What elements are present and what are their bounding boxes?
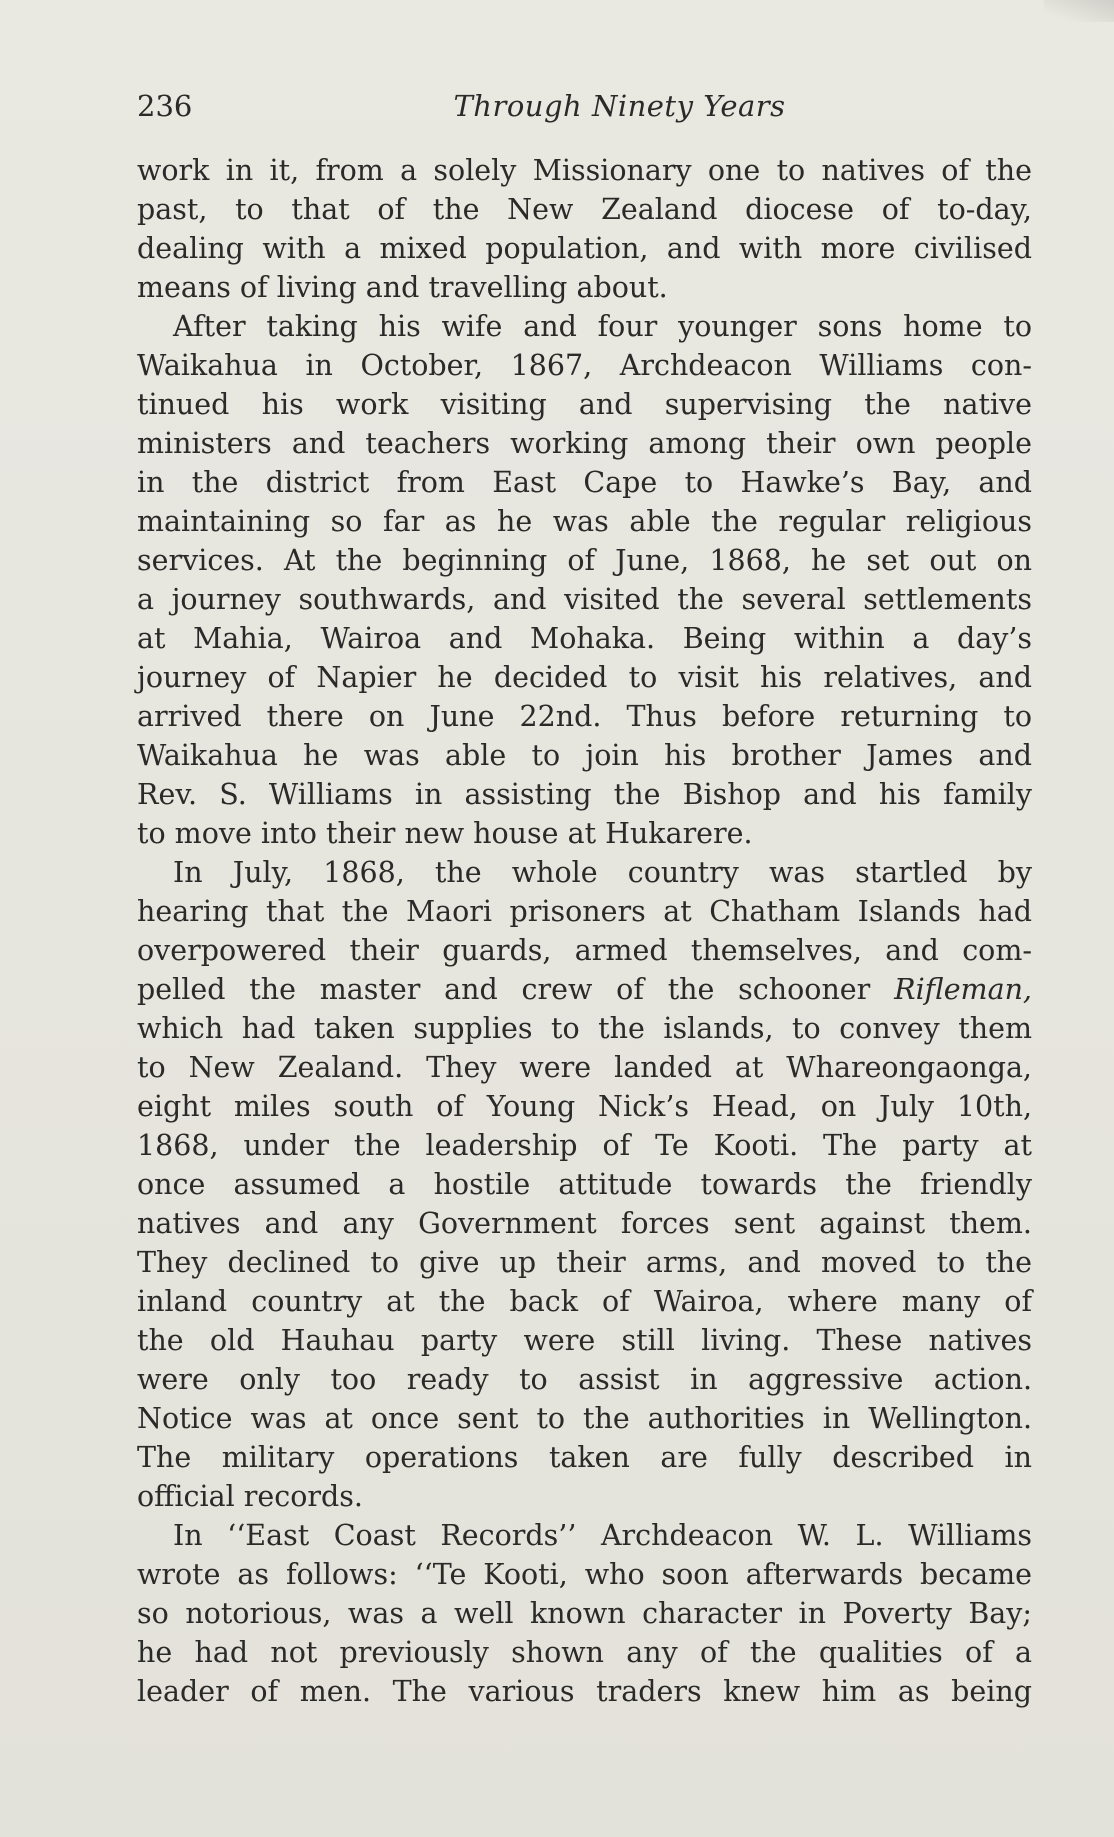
text-line: which had taken supplies to the islands, to convey them [137,1012,1032,1045]
text-line: Notice was at once sent to the authorities in Wellington. [137,1402,1032,1435]
text-line: he had not previously shown any of the qualities of a [137,1636,1032,1669]
text-line: Rev. S. Williams in assisting the Bishop and his family [137,778,1032,811]
text-line: once assumed a hostile attitude towards the friendly [137,1168,1032,1201]
text-line: tinued his work visiting and supervising the native [137,388,1032,421]
text-line: 1868, under the leadership of Te Kooti. The party at [137,1129,1032,1162]
page-corner-shadow [1044,0,1114,22]
text-line: at Mahia, Wairoa and Mohaka. Being within a day’s [137,622,1032,655]
text-line: were only too ready to assist in aggressive action. [137,1363,1032,1396]
text-line: means of living and travelling about. [137,271,668,304]
text-line: in the district from East Cape to Hawke’s Bay, and [137,466,1032,499]
text-line: leader of men. The various traders knew him as being [137,1675,1032,1708]
text-line: wrote as follows: ‘‘Te Kooti, who soon afterwards became [137,1558,1032,1591]
text-line: Waikahua he was able to join his brother James and [137,739,1032,772]
text-line: so notorious, was a well known character in Poverty Bay; [137,1597,1032,1630]
page-number: 236 [137,89,193,123]
text-line: work in it, from a solely Missionary one to natives of the [137,154,1032,187]
text-line: eight miles south of Young Nick’s Head, on July 10th, [137,1090,1032,1123]
ship-name: Rifleman, [894,973,1032,1006]
paragraph-start-line: In ‘‘East Coast Records’’ Archdeacon W. L. Williams [173,1519,1032,1552]
text-line: a journey southwards, and visited the several settlements [137,583,1032,616]
text-line: to move into their new house at Hukarere. [137,817,753,850]
text-line: the old Hauhau party were still living. These natives [137,1324,1032,1357]
text-line: The military operations taken are fully described in [137,1441,1032,1474]
text-line: overpowered their guards, armed themselves, and com- [137,934,1032,967]
text-line: dealing with a mixed population, and with more civilised [137,232,1032,265]
paragraph-start-line: After taking his wife and four younger sons home to [173,310,1032,343]
text-line: arrived there on June 22nd. Thus before returning to [137,700,1032,733]
body-text [137,151,1032,1711]
text-line: ministers and teachers working among their own people [137,427,1032,460]
text-line: maintaining so far as he was able the regular religious [137,505,1032,538]
text-line: hearing that the Maori prisoners at Chatham Islands had [137,895,1032,928]
text-line: official records. [137,1480,363,1513]
text-line-with-ship-name [137,970,1032,1009]
running-title: Through Ninety Years [453,89,786,123]
text-line: to New Zealand. They were landed at Whareongaonga, [137,1051,1032,1084]
text-line: Waikahua in October, 1867, Archdeacon Williams con- [137,349,1032,382]
text-segment: pelled the master and crew of the schooner [137,973,871,1006]
paragraph-start-line: In July, 1868, the whole country was startled by [173,856,1032,889]
text-line: past, to that of the New Zealand diocese of to-day, [137,193,1032,226]
text-line: inland country at the back of Wairoa, where many of [137,1285,1032,1318]
text-line: journey of Napier he decided to visit his relatives, and [137,661,1032,694]
text-line: natives and any Government forces sent against them. [137,1207,1032,1240]
page-header [137,86,1032,126]
text-line: services. At the beginning of June, 1868, he set out on [137,544,1032,577]
text-line: They declined to give up their arms, and moved to the [137,1246,1032,1279]
